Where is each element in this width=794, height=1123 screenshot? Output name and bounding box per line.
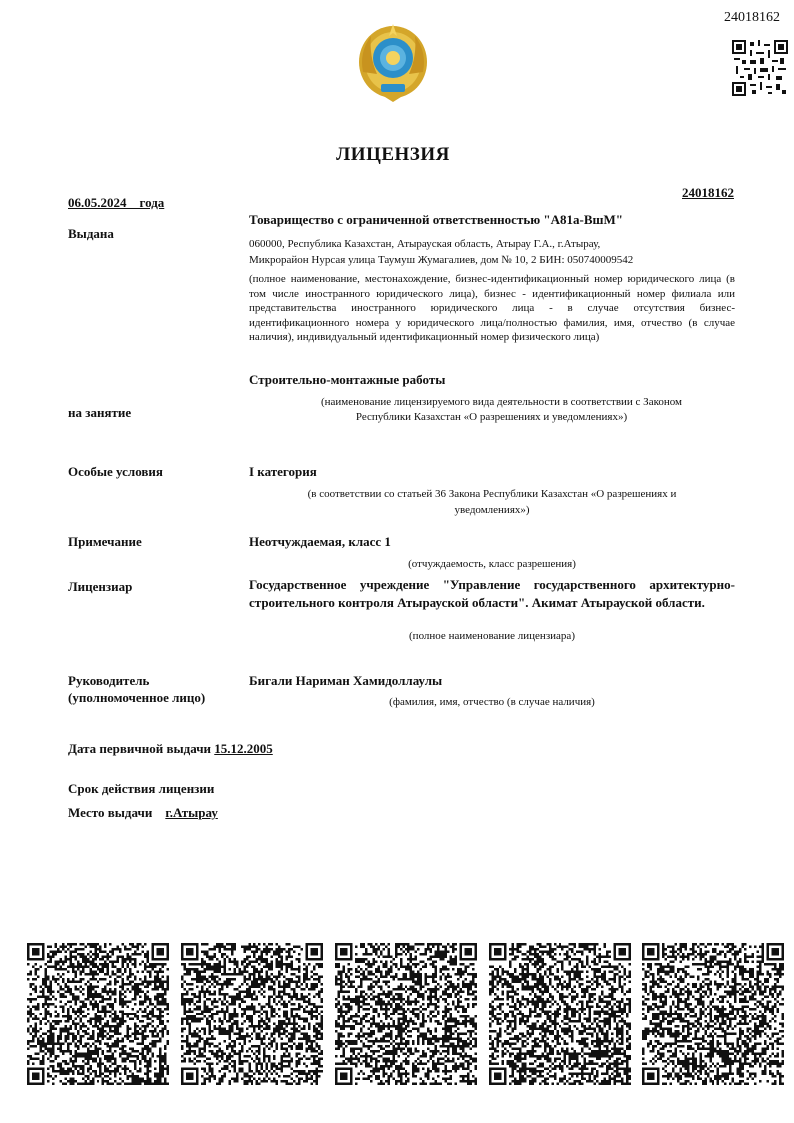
activity-note-line2: Республики Казахстан «О разрешениях и уведомлениях»): [355, 411, 628, 423]
remark-label: Примечание: [68, 534, 142, 549]
special-conditions-note-line2: уведомлениях»): [454, 504, 530, 516]
issued-address-line2: Микрорайон Нурсая улица Таумуш Жумагалиев, дом № 10, 2 БИН: 050740009542: [249, 254, 634, 266]
activity-value: Строительно-монтажные работы: [249, 372, 446, 387]
qr-code-top: [732, 40, 788, 96]
place-value: г.Атырау: [165, 805, 218, 820]
issued-name: Товарищество с ограниченной ответственностью "A81a-ВшМ": [249, 212, 623, 227]
activity-label: на занятие: [68, 405, 132, 420]
licensor-note: (полное наименование лицензиара): [409, 630, 575, 642]
license-number: 24018162: [682, 185, 734, 200]
remark-note: (отчуждаемость, класс разрешения): [408, 558, 576, 570]
licensor-label: Лицензиар: [68, 579, 133, 594]
special-conditions-label: Особые условия: [68, 464, 163, 479]
head-note: (фамилия, имя, отчество (в случае наличия): [389, 696, 595, 708]
special-conditions-note-line1: (в соответствии со статьей 36 Закона Республики Казахстан «О разрешениях и: [307, 488, 677, 500]
place-label: Место выдачи: [68, 805, 153, 820]
head-value: Бигали Нариман Хамидоллаулы: [249, 673, 443, 688]
document-title: ЛИЦЕНЗИЯ: [336, 144, 450, 165]
issued-label: Выдана: [68, 226, 114, 241]
head-label-line1: Руководитель: [68, 673, 150, 688]
qr-code-4: [489, 943, 631, 1085]
activity-note-line1: (наименование лицензируемого вида деятельности в соответствии с Законом: [320, 396, 683, 408]
place-row: [68, 805, 218, 821]
first-issue-row: [68, 741, 273, 757]
special-conditions-value: I категория: [249, 464, 317, 479]
first-issue-label: Дата первичной выдачи: [68, 741, 212, 756]
qr-code-2: [181, 943, 323, 1085]
head-label-line2: (уполномоченное лицо): [68, 690, 206, 705]
validity-label: Срок действия лицензии: [68, 781, 215, 796]
first-issue-value: 15.12.2005: [214, 741, 273, 756]
remark-value: Неотчуждаемая, класс 1: [249, 534, 391, 549]
issued-address-line1: 060000, Республика Казахстан, Атырауская область, Атырау Г.А., г.Атырау,: [249, 238, 601, 250]
issued-note: (полное наименование, местонахождение, бизнес-идентификационный номер юридического лица (в том числе иностранного юридического лица), бизнес - идентификационный номер филиала или представительства иностранного юридического лица - в случае отсутствия бизнес-идентификационного номера у юридического лица/полностью фамилия, имя, отчество (в случае наличия), индивидуальный идентификационный номер физического лица): [249, 273, 735, 343]
qr-code-5: [642, 943, 784, 1085]
issue-date: 06.05.2024 года: [68, 195, 165, 210]
qr-code-1: [27, 943, 169, 1085]
state-emblem-icon: [357, 22, 429, 104]
licensor-value: Государственное учреждение "Управление государственного архитектурно-строительного контроля Атырауской области". Акимат Атырауской области.: [249, 577, 735, 610]
qr-code-3: [335, 943, 477, 1085]
document-number-top: 24018162: [724, 10, 780, 25]
